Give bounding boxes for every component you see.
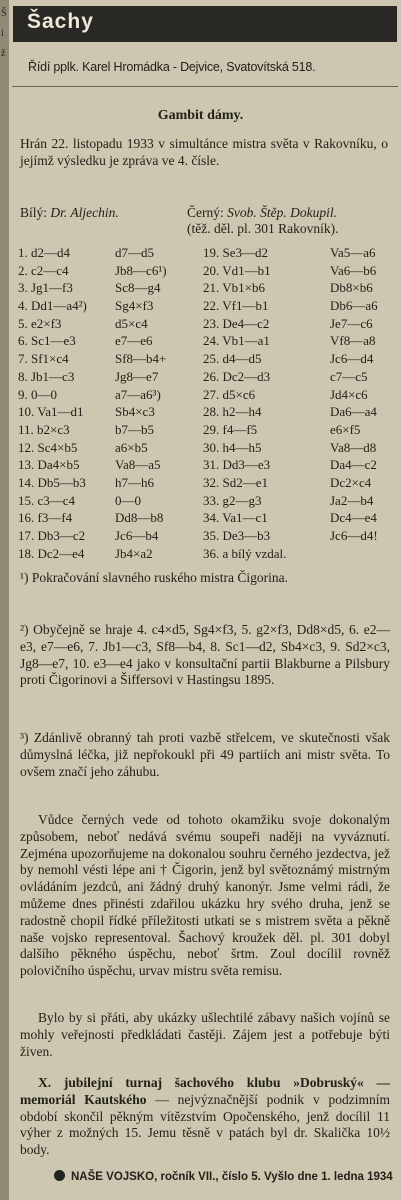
black-move: Db8×b6 (330, 280, 373, 296)
footer-text: NAŠE VOJSKO, ročník VII., číslo 5. Vyšlo dne 1. ledna 1934 (71, 1171, 393, 1183)
black-move: Dc2×c4 (330, 474, 372, 490)
bullet-icon (54, 1170, 65, 1181)
tournament-text: — nejvýznačnější podnik v podzimním období skončil pěkným vítězstvím Opočenského, jenž docílil 11 výher z možných 15. Jemu těsně v patách byl dr. Skalička 10½ body. (20, 1091, 390, 1158)
black-move: c7—c5 (330, 368, 368, 384)
move-row (18, 369, 398, 387)
white-move: 5. e2×f3 (18, 315, 62, 331)
white-name: Dr. Aljechin. (50, 205, 119, 220)
black-move: h7—h6 (115, 474, 154, 490)
white-move: 34. Va1—c1 (203, 510, 268, 526)
margin-letter: Š (1, 8, 7, 19)
game-title: Gambit dámy. (157, 108, 244, 123)
white-move: 31. Dd3—e3 (203, 457, 271, 473)
black-move: a7—a6³) (115, 386, 161, 402)
move-row (18, 280, 398, 298)
white-move: 32. Sd2—e1 (203, 474, 268, 490)
move-list (18, 245, 398, 563)
move-row (18, 298, 398, 316)
white-move: 21. Vb1×b6 (203, 280, 265, 296)
white-move: 11. b2×c3 (18, 421, 70, 437)
white-label: Bílý: (20, 205, 48, 220)
white-move: 20. Vd1—b1 (203, 262, 271, 278)
white-move: 28. h2—h4 (203, 404, 262, 420)
black-move: Db6—a6 (330, 298, 378, 314)
white-move: 14. Db5—b3 (18, 474, 86, 490)
white-move: 35. De3—b3 (203, 528, 271, 543)
black-move: Sc8—g4 (115, 280, 161, 296)
move-row (18, 387, 398, 405)
white-move: 3. Jg1—f3 (18, 280, 73, 296)
move-row (18, 475, 398, 493)
white-move: 27. d5×c6 (203, 386, 256, 402)
black-move: Jg8—e7 (115, 368, 159, 384)
white-move: 24. Vb1—a1 (203, 333, 270, 349)
white-move: 23. De4—c2 (203, 315, 270, 331)
commentary-paragraph: Vůdce černých vede od tohoto okamžiku svoje dokonalým způsobem, neboť nedává svému soupeři naději na vyváznutí. Zejména upozorňujeme na dokonalou souhru černého jezdectva, jež by nemohl vésti lépe ani † Čigorin, jenž byl světoznámý mistrným ovládáním jezdců, ani žádný druhý kanonýr. Jsme velmi rádi, že můžeme dnes přinésti zdařilou ukázku hry svého druha, jenž se radostně chopil řídké příležitosti utkati se s mistrem světa a pěkně naše vojsko representoval. Šachový kroužek děl. pl. 301 dobyl dalšího pěkného úspěchu, neboť šrtm. Zoul docílil rovněž polovičního úspěchu, urvav mistru světa remisu. (20, 812, 390, 979)
black-move: e6×f5 (330, 421, 361, 437)
black-move: Jb8—c6¹) (115, 262, 167, 278)
black-move: d5×c4 (115, 315, 148, 331)
black-move: Va8—d8 (330, 439, 377, 455)
move-row (18, 316, 398, 334)
black-move: d7—d5 (115, 245, 154, 260)
move-row (18, 422, 398, 440)
black-move: b7—b5 (115, 421, 154, 437)
black-move: Sg4×f3 (115, 298, 154, 314)
move-row (18, 493, 398, 511)
move-row (18, 528, 398, 546)
footer (54, 1170, 399, 1183)
section-title: Šachy (27, 10, 94, 33)
closing-paragraph: Bylo by si přáti, aby ukázky ušlechtilé zábavy našich vojínů se mohly veřejnosti předkládati častěji. Zájem jest a potřebuje býti živen. (20, 1010, 390, 1059)
black-move: Jc6—b4 (115, 528, 159, 543)
white-move: 19. Se3—d2 (203, 245, 268, 260)
white-player (20, 205, 119, 221)
white-move: 33. g2—g3 (203, 492, 262, 508)
move-row (18, 245, 398, 263)
white-move: 26. Dc2—d3 (203, 368, 271, 384)
white-move: 18. Dc2—e4 (18, 545, 85, 561)
black-move: Dc4—e4 (330, 510, 377, 526)
white-move: 7. Sf1×c4 (18, 351, 69, 367)
white-move: 15. c3—c4 (18, 492, 76, 508)
black-move: Jc6—d4 (330, 351, 374, 367)
black-move: Sb4×c3 (115, 404, 155, 420)
margin-letter: ž (1, 48, 6, 59)
tournament-title: X. jubilejní turnaj šachového klubu »Dobruský« — memoriál Kautského (20, 1075, 390, 1107)
previous-page-margin (0, 0, 9, 1200)
section-header (13, 6, 397, 42)
black-move: Va6—b6 (330, 262, 377, 278)
move-row (18, 404, 398, 422)
black-label: Černý: (187, 205, 224, 220)
white-move: 13. Da4×b5 (18, 457, 80, 473)
footnote-2: ²) Obyčejně se hraje 4. c4×d5, Sg4×f3, 5. g2×f3, Dd8×d5, 6. e2—e3, e7—e6, 7. Jb1—c3, Sf8—b4, 8. Sc1—d2, Sb4×c3, 9. Sd2×c3, Jg8—e7, 10. e3—e4 jako v konsultační partii Blakburne a Pilsbury proti Čigorinovi a Šiffersovi v Hastingsu 1895. (20, 622, 390, 688)
black-move: a6×b5 (115, 439, 148, 455)
move-row (18, 510, 398, 528)
white-move: 1. d2—d4 (18, 245, 70, 260)
move-row (18, 440, 398, 458)
black-move: Vf8—a8 (330, 333, 376, 349)
white-move: 9. 0—0 (18, 386, 57, 402)
margin-letter: i (1, 28, 4, 39)
white-move: 30. h4—h5 (203, 439, 262, 455)
black-move: Va5—a6 (330, 245, 376, 260)
tournament-paragraph (20, 1075, 390, 1159)
editor-line: Řídí pplk. Karel Hromádka - Dejvice, Svatovítská 518. (28, 60, 316, 74)
black-move: Sf8—b4+ (115, 351, 167, 367)
black-move: 0—0 (115, 492, 141, 508)
white-move: 8. Jb1—c3 (18, 368, 75, 384)
game-intro: Hrán 22. listopadu 1933 v simultánce mistra světa v Rakovníku, o jejímž výsledku je zpráva ve 4. čísle. (20, 136, 388, 168)
black-move: Da6—a4 (330, 404, 377, 420)
divider (12, 86, 398, 87)
white-move: 2. c2—c4 (18, 262, 69, 278)
white-move: 22. Vf1—b1 (203, 298, 269, 314)
white-move: 4. Dd1—a4²) (18, 298, 87, 314)
black-move: Jd4×c6 (330, 386, 368, 402)
move-row (18, 457, 398, 475)
black-move: Je7—c6 (330, 315, 373, 331)
black-move: Dd8—b8 (115, 510, 164, 526)
move-row (18, 333, 398, 351)
white-move: 36. a bílý vzdal. (203, 545, 287, 561)
black-move: e7—e6 (115, 333, 153, 349)
white-move: 12. Sc4×b5 (18, 439, 78, 455)
move-row (18, 351, 398, 369)
white-move: 10. Va1—d1 (18, 404, 84, 420)
white-move: 16. f3—f4 (18, 510, 73, 526)
black-player-note: (těž. děl. pl. 301 Rakovník). (187, 221, 339, 236)
black-player (187, 205, 395, 221)
black-move: Va8—a5 (115, 457, 161, 473)
black-move: Jb4×a2 (115, 545, 153, 561)
move-row (18, 263, 398, 281)
white-move: 17. Db3—c2 (18, 528, 86, 543)
white-move: 6. Sc1—e3 (18, 333, 76, 349)
footnote-3: ³) Zdánlivě obranný tah proti vazbě střelcem, ve skutečnosti však důmyslná léčka, již nepřokoukl při 49 partiích ani mistr světa. To ovšem značí jeho záhubu. (20, 730, 390, 779)
black-move: Jc6—d4! (330, 528, 378, 543)
footnote-1: ¹) Pokračování slavného ruského mistra Čigorina. (20, 570, 288, 585)
black-move: Ja2—b4 (330, 492, 374, 508)
white-move: 25. d4—d5 (203, 351, 262, 367)
black-name: Svob. Štěp. Dokupil. (227, 205, 337, 220)
black-move: Da4—c2 (330, 457, 377, 473)
move-row (18, 546, 398, 564)
white-move: 29. f4—f5 (203, 421, 258, 437)
